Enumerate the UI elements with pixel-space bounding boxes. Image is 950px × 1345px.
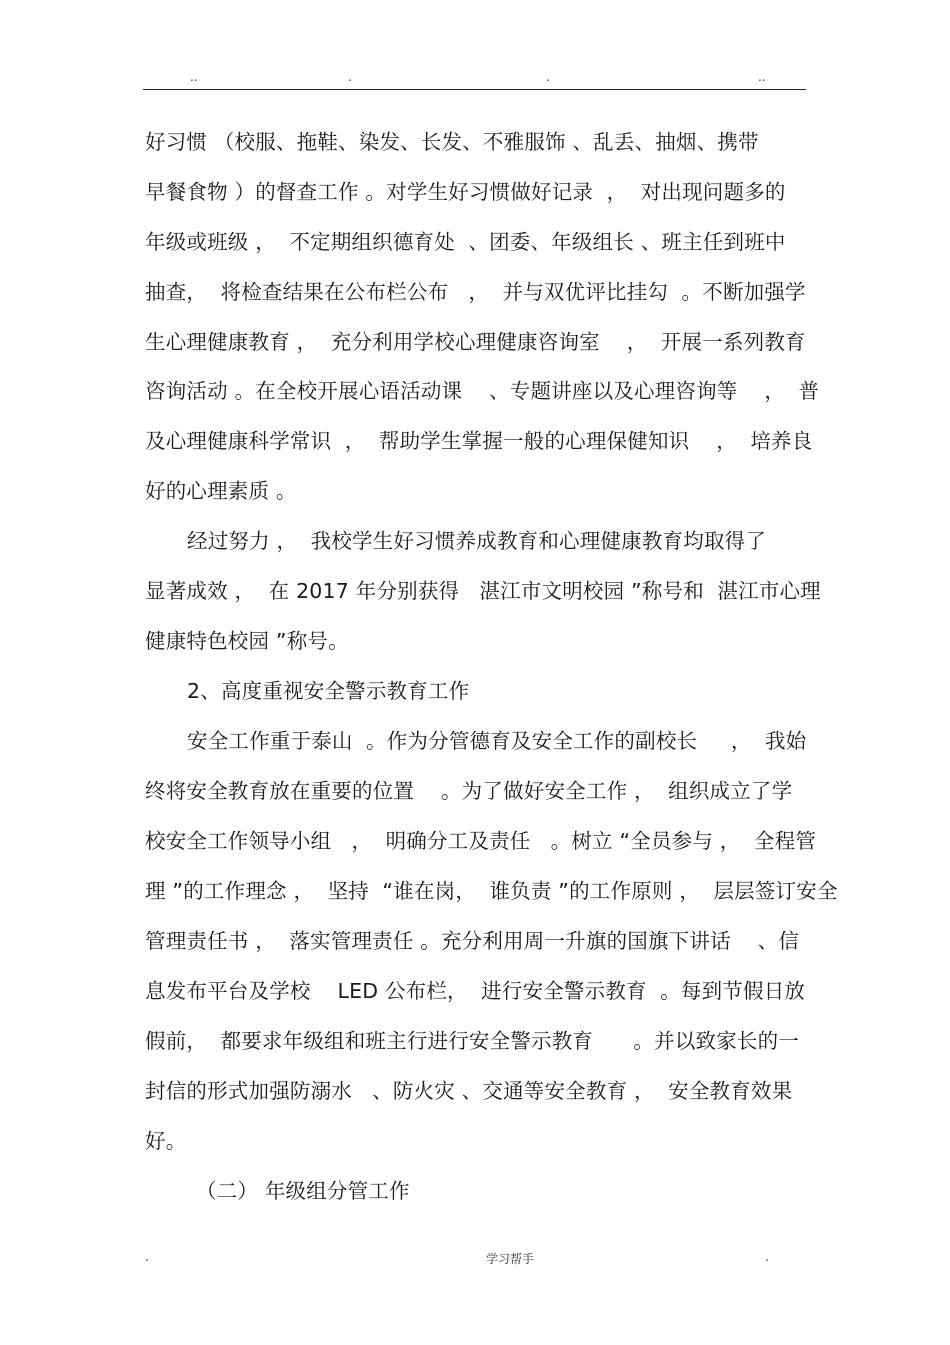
paragraph-line: 封信的形式加强防溺水 、防火灾 、交通等安全教育 ， 安全教育效果 [145,1079,793,1103]
header-mark: . [348,70,352,84]
paragraph-line: 好。 [145,1129,187,1153]
paragraph-line: 管理责任书 ， 落实管理责任 。充分利用周一升旗的国旗下讲话 、信 [145,929,800,953]
footer-right-mark: . [765,1250,769,1264]
footer-title: 学习帮手 [486,1252,535,1266]
paragraph-line: 假前， 都要求年级组和班主行进行安全警示教育 。并以致家长的一 [145,1029,800,1053]
paragraph-line: 年级或班级 ， 不定期组织德育处 、团委、年级组长 、班主任到班中 [145,230,786,254]
paragraph-line: 好习惯 （校服、拖鞋、染发、长发、不雅服饰 、乱丢、抽烟、携带 [145,130,759,154]
paragraph-line: 抽查， 将检查结果在公布栏公布 ， 并与双优评比挂勾 。不断加强学 [145,280,806,304]
paragraph-line: 好的心理素质 。 [145,479,297,503]
paragraph-line: 终将安全教育放在重要的位置 。为了做好安全工作 ， 组织成立了学 [145,779,793,803]
paragraph-line: 健康特色校园 ”称号。 [145,629,349,653]
paragraph-line: 显著成效 ， 在 2017 年分别获得 湛江市文明校园 ”称号和 湛江市心理 [145,579,821,603]
paragraph-line: 经过努力 ， 我校学生好习惯养成教育和心理健康教育均取得了 [187,529,767,553]
paragraph-line: 校安全工作领导小组 ， 明确分工及责任 。树立 “全员参与 ， 全程管 [145,829,817,853]
section-heading: （二） 年级组分管工作 [196,1179,410,1203]
header-mark: . [546,70,550,84]
paragraph-line: 息发布平台及学校 LED 公布栏， 进行安全警示教育 。每到节假日放 [145,979,806,1003]
section-heading: 2、高度重视安全警示教育工作 [187,679,470,703]
header-rule [143,89,806,90]
paragraph-line: 咨询活动 。在全校开展心语活动课 、专题讲座以及心理咨询等 ， 普 [145,379,820,403]
paragraph-line: 及心理健康科学常识 ， 帮助学生掌握一般的心理保健知识 ， 培养良 [145,429,813,453]
header-mark: .. [758,70,766,84]
paragraph-line: 理 ”的工作理念 ， 坚持 “谁在岗， 谁负责 ”的工作原则 ， 层层签订安全 [145,879,838,903]
paragraph-line: 生心理健康教育 ， 充分利用学校心理健康咨询室 ， 开展一系列教育 [145,330,806,354]
paragraph-line: 安全工作重于泰山 。作为分管德育及安全工作的副校长 ， 我始 [187,729,807,753]
header-mark: .. [190,70,198,84]
paragraph-line: 早餐食物 ）的督查工作 。对学生好习惯做好记录 ， 对出现问题多的 [145,180,786,204]
footer-left-mark: . [145,1250,149,1264]
